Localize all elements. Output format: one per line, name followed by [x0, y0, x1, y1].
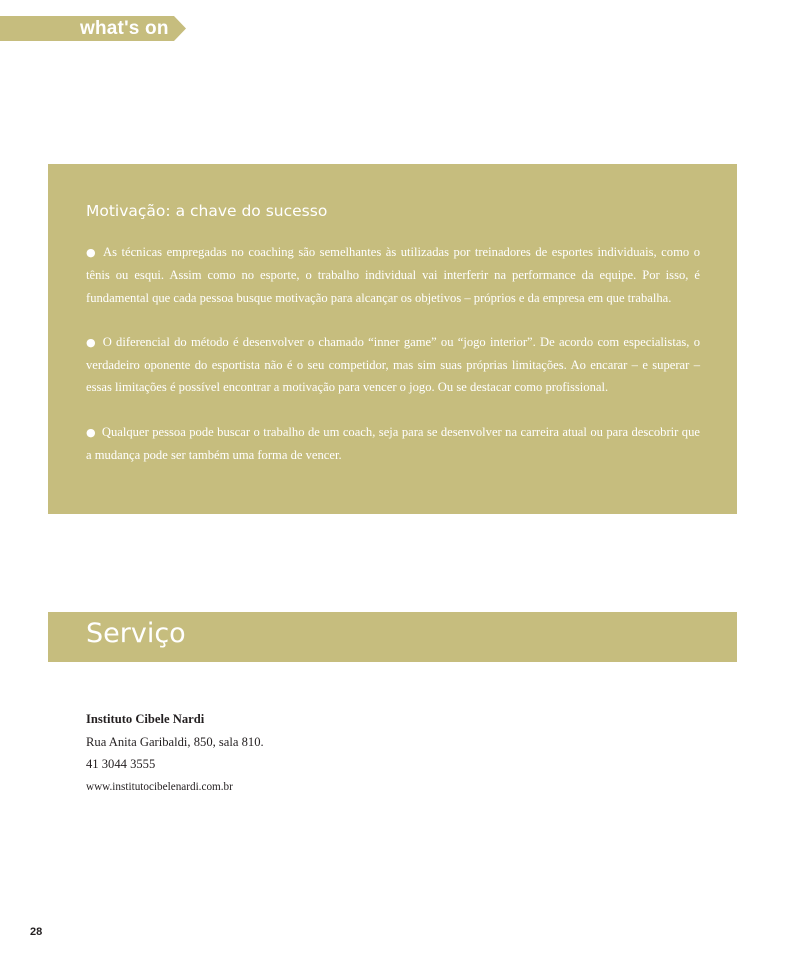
page-number: 28: [30, 926, 43, 938]
bullet-dot-icon: ●: [86, 425, 96, 439]
section-tag-label: what's on: [80, 18, 169, 39]
service-phone: 41 3044 3555: [86, 757, 156, 772]
bullet-dot-icon: ●: [86, 246, 97, 259]
bullet-item-2: [86, 331, 700, 399]
service-website-link[interactable]: www.institutocibelenardi.com.br: [86, 780, 233, 793]
bullet-item-3: [86, 421, 700, 467]
bullet-dot-icon: ●: [86, 335, 97, 349]
bullet-list: [86, 241, 700, 488]
box-title: Motivação: a chave do sucesso: [86, 202, 328, 220]
bullet-text-1: As técnicas empregadas no coaching são semelhantes às utilizadas por treinadores de esportes individuais, como o tênis ou esqui. Assim como no esporte, o trabalho individual vai interferir na performance da equipe. Por isso, é fundamental que cada pessoa busque motivação para alcançar os objetivos – próprios e da empresa em que trabalha.: [86, 245, 700, 305]
motivation-box: [48, 164, 737, 514]
service-band: [48, 612, 737, 662]
bullet-item-1: [86, 241, 700, 309]
service-address: Rua Anita Garibaldi, 850, sala 810.: [86, 734, 264, 749]
service-info: [86, 708, 264, 798]
service-heading: Serviço: [86, 618, 186, 649]
service-name: Instituto Cibele Nardi: [86, 712, 205, 726]
bullet-text-3: Qualquer pessoa pode buscar o trabalho de um coach, seja para se desenvolver na carreira atual ou para descobrir que a mudança pode ser também uma forma de vencer.: [86, 424, 700, 463]
bullet-text-2: O diferencial do método é desenvolver o chamado “inner game” ou “jogo interior”. De acordo com especialistas, o verdadeiro oponente do esportista não é o seu competidor, mas sim suas próprias limitações. Ao encarar – e superar – essas limitações é possível encontrar a motivação para vencer o jogo. Ou se destacar como profissional.: [86, 334, 700, 395]
section-tag: [0, 16, 186, 41]
